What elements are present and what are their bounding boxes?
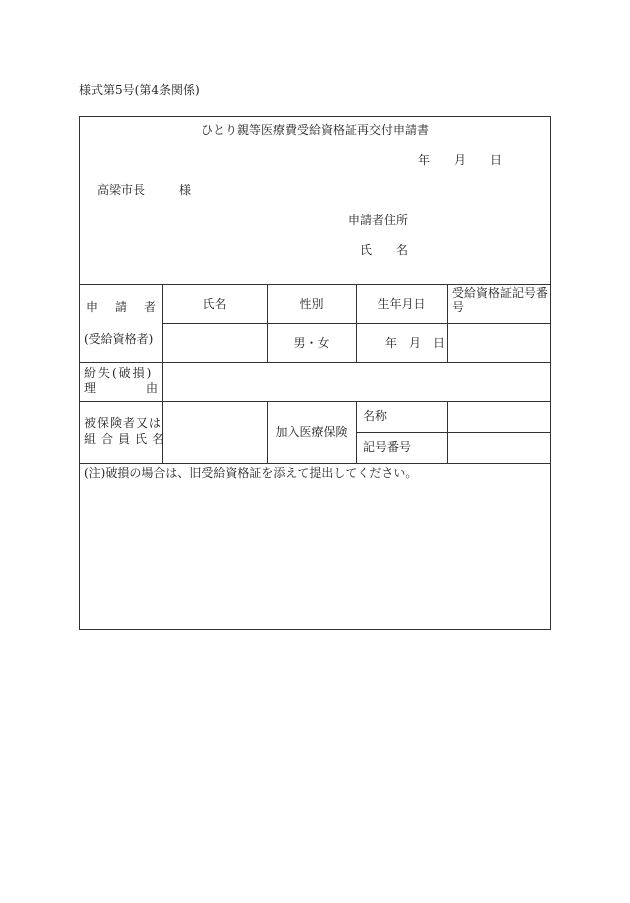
addressee-honorific: 様 — [179, 183, 192, 197]
birth-day: 日 — [433, 336, 446, 350]
header-name: 氏名 — [202, 297, 227, 311]
addressee-name: 高梁市長 — [97, 183, 146, 197]
date-day: 日 — [490, 153, 503, 167]
header-sex: 性別 — [299, 297, 324, 311]
column-divider — [267, 284, 268, 362]
row-divider — [356, 432, 550, 433]
row-divider — [80, 362, 550, 363]
reason-label-char: 由 — [146, 381, 159, 395]
applicant-label-char: 者 — [144, 300, 157, 314]
recipient-label: (受給資格者) — [84, 332, 154, 346]
insured-label-line1: 被保険者又は — [84, 416, 163, 430]
applicant-name-label-2: 名 — [396, 243, 409, 257]
header-birthdate: 生年月日 — [377, 297, 426, 311]
applicant-name-label-1: 氏 — [360, 243, 373, 257]
table-bottom-line — [80, 463, 550, 464]
application-form — [79, 116, 551, 630]
insurance-number-label: 記号番号 — [363, 440, 412, 454]
birth-month: 月 — [409, 336, 422, 350]
column-divider — [356, 401, 357, 463]
form-number: 様式第5号(第4条関係) — [79, 83, 200, 97]
form-title: ひとり親等医療費受給資格証再交付申請書 — [200, 123, 429, 137]
column-divider — [356, 284, 357, 362]
date-month: 月 — [454, 153, 467, 167]
insured-label-line2: 組合員氏名 — [84, 432, 170, 446]
birth-year: 年 — [385, 336, 398, 350]
insurance-name-label: 名称 — [363, 409, 388, 423]
applicant-address-label: 申請者住所 — [348, 213, 409, 227]
loss-reason-label: 紛失(破損) — [84, 366, 154, 380]
row-divider — [80, 401, 550, 402]
column-divider — [447, 401, 448, 463]
insurance-label: 加入医療保険 — [275, 425, 348, 439]
sex-options: 男・女 — [293, 336, 330, 350]
note-text: (注)破損の場合は、旧受給資格証を添えて提出してください。 — [84, 466, 418, 480]
header-cert-number: 受給資格証記号番号 — [452, 286, 549, 314]
column-divider — [447, 284, 448, 362]
applicant-label-char: 請 — [115, 300, 128, 314]
reason-label-char: 理 — [84, 381, 97, 395]
date-year: 年 — [418, 153, 431, 167]
table-top-line — [80, 284, 550, 285]
applicant-label-char: 申 — [86, 300, 99, 314]
